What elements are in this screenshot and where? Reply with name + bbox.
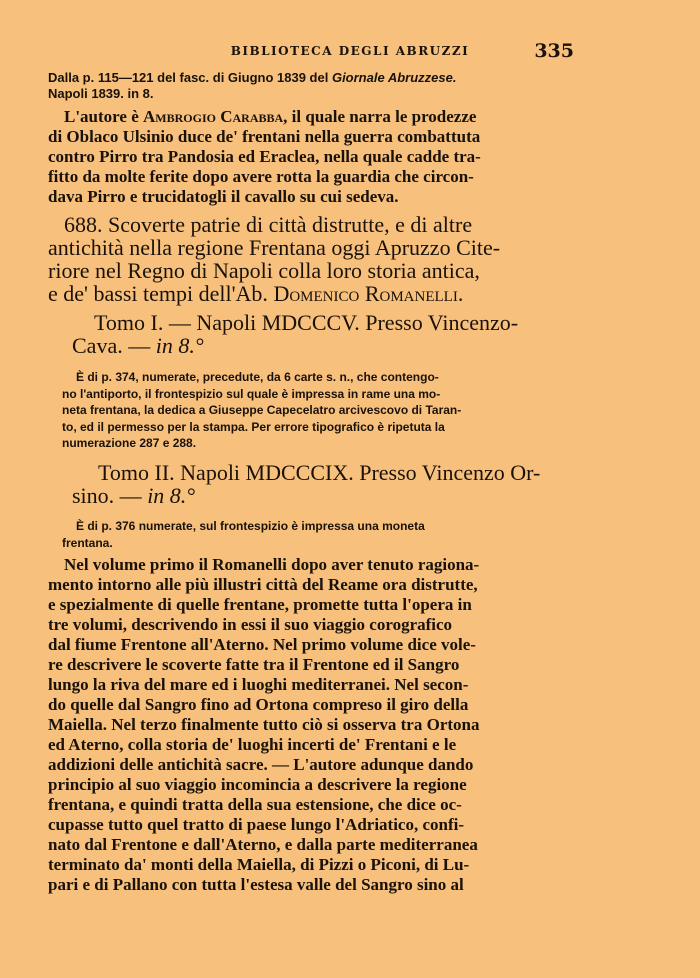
entry-688-title: 688. Scoverte patrie di città distrutte, e di altre antichità nella regione Frentana oggi Apruzzo Cite- riore nel Regno di Napoli colla loro storia antica, e de' bassi tempi dell'Ab. Domenico Romanelli. [48,212,501,306]
source-line-2: Napoli 1839. in 8. [48,86,154,101]
volume-1-note: È di p. 374, numerate, precedute, da 6 carte s. n., che contengo- no l'antiporto, il frontespizio sul quale è impressa in rame una mo- neta frentana, la dedica a Giuseppe Capecelatro arcivescovo di Taran- to, ed il permesso per la stampa. Per errore tipografico è ripetuta la numerazione 287 e 288. [62,370,462,450]
entry-number: 688. [64,212,103,237]
page-number: 335 [534,40,574,62]
entry-688-description: Nel volume primo il Romanelli dopo aver tenuto ragiona- mento intorno alle più illustri città del Reame ora distrutte, e spezialmente di quelle frentane, promette tutta l'opera in tre volumi, descrivendo in essi il suo viaggio corografico dal fiume Frentone all'Aterno. Nel primo volume dice vole- re descrivere le scoverte fatte tra il Frentone ed il Sangro lungo la riva del mare ed i luoghi mediterranei. Nel secon- do quelle dal Sangro fino ad Ortona compreso il giro della Maiella. Nel terzo finalmente tutto ciò si osserva tra Ortona ed Aterno, colla storia de' luoghi incerti de' Frentani e le addizioni delle antichità sacre. — L'autore adunque dando principio al suo viaggio incomincia a descrivere la regione frentana, e quindi tratta della sua estensione, che dice oc- cupasse tutto quel tratto di paese lungo l'Adriatico, confi- nato dal Frentone e dall'Aterno, e dalla parte mediterranea terminato da' monti della Maiella, di Pizzi o Piconi, di Lu- pari e di Pallano con tutta l'estesa valle del Sangro sino al [48,555,480,894]
running-head [48,40,652,64]
volume-2-note: È di p. 376 numerate, sul frontespizio è impressa una moneta frentana. [62,519,425,550]
running-title: BIBLIOTECA DEGLI ABRUZZI [230,44,470,58]
volume-1-line: Tomo I. — Napoli MDCCCV. Presso Vincenzo- Cava. — in 8.° [72,310,519,358]
volume-2-line: Tomo II. Napoli MDCCCIX. Presso Vincenzo Or- sino. — in 8.° [72,460,541,508]
source-line-1: Dalla p. 115—121 del fasc. di Giugno 1839 del Giornale Abruzzese. [48,70,457,85]
prev-entry-text: L'autore è Ambrogio Carabba, il quale narra le prodezze di Oblaco Ulsinio duce de' frentani nella guerra combattuta contro Pirro tra Pandosia ed Eraclea, nella quale cadde tra- fitto da molte ferite dopo avere rotta la guardia che circon- dava Pirro e trucidatogli il cavallo su cui sedeva. [48,107,481,206]
prev-entry-source [48,70,556,102]
